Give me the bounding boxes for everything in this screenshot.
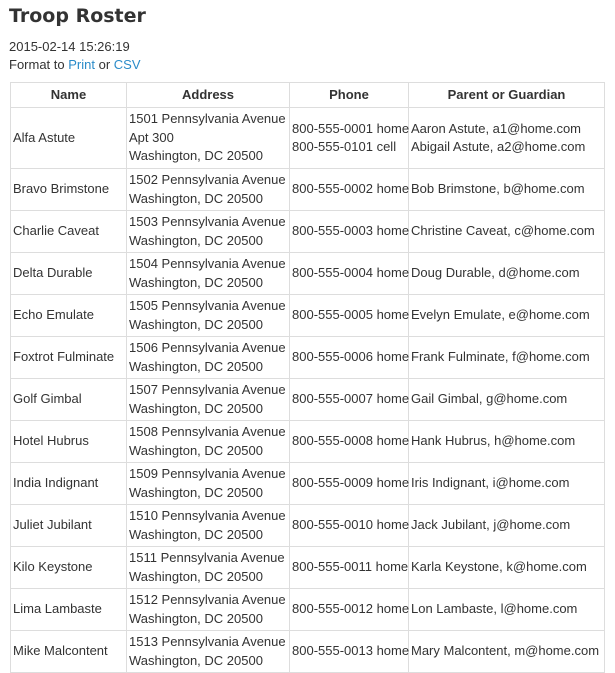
parent-cell bbox=[409, 253, 605, 295]
address-line: 1507 Pennsylvania Avenue bbox=[129, 382, 286, 397]
table-row bbox=[11, 108, 605, 169]
parent-cell bbox=[409, 547, 605, 589]
table-header-row bbox=[11, 83, 605, 108]
address-line: 1508 Pennsylvania Avenue bbox=[129, 424, 286, 439]
table-row bbox=[11, 631, 605, 673]
phone-number: 800-555-0101 cell bbox=[292, 139, 397, 154]
address-line: 1511 Pennsylvania Avenue bbox=[129, 550, 285, 565]
scout-name-cell: Kilo Keystone bbox=[11, 547, 127, 589]
address-line: Washington, DC 20500 bbox=[129, 526, 263, 542]
parent-contact: Hank Hubrus, h@home.com bbox=[411, 433, 576, 449]
phone-cell bbox=[290, 421, 409, 463]
phone-number: 800-555-0012 home bbox=[292, 601, 410, 617]
address-line: Washington, DC 20500 bbox=[129, 400, 263, 416]
phone-cell bbox=[290, 211, 409, 253]
address-line: Washington, DC 20500 bbox=[129, 484, 263, 500]
address-line: 1501 Pennsylvania Avenue bbox=[129, 111, 286, 127]
address-cell bbox=[127, 253, 290, 295]
phone-cell bbox=[290, 337, 409, 379]
roster-table bbox=[10, 82, 605, 673]
scout-name-cell: Hotel Hubrus bbox=[11, 421, 127, 463]
phone-number: 800-555-0004 home bbox=[292, 265, 410, 281]
parent-contact: Karla Keystone, k@home.com bbox=[411, 559, 587, 575]
scout-name-cell: Golf Gimbal bbox=[11, 379, 127, 421]
address-line: Washington, DC 20500 bbox=[129, 610, 263, 626]
phone-number: 800-555-0007 home bbox=[292, 391, 410, 407]
parent-contact: Aaron Astute, a1@home.com bbox=[411, 120, 582, 136]
scout-name-cell: Lima Lambaste bbox=[11, 589, 127, 631]
scout-name-cell: Bravo Brimstone bbox=[11, 169, 127, 211]
address-cell bbox=[127, 463, 290, 505]
address-line: Washington, DC 20500 bbox=[129, 568, 263, 584]
table-row bbox=[11, 211, 605, 253]
address-line: Apt 300 bbox=[129, 129, 174, 145]
parent-contact: Abigail Astute, a2@home.com bbox=[411, 139, 586, 154]
address-line: Washington, DC 20500 bbox=[129, 274, 263, 290]
address-line: Washington, DC 20500 bbox=[129, 190, 263, 206]
address-line: 1504 Pennsylvania Avenue bbox=[129, 256, 286, 271]
phone-number: 800-555-0008 home bbox=[292, 433, 410, 449]
address-line: 1510 Pennsylvania Avenue bbox=[129, 508, 286, 523]
address-cell bbox=[127, 211, 290, 253]
phone-cell bbox=[290, 108, 409, 169]
scout-name-cell: India Indignant bbox=[11, 463, 127, 505]
parent-contact: Gail Gimbal, g@home.com bbox=[411, 391, 568, 407]
address-cell bbox=[127, 505, 290, 547]
column-header-name: Name bbox=[11, 83, 127, 108]
table-row bbox=[11, 169, 605, 211]
phone-cell bbox=[290, 295, 409, 337]
parent-cell bbox=[409, 211, 605, 253]
phone-cell bbox=[290, 379, 409, 421]
address-cell bbox=[127, 337, 290, 379]
parent-contact: Evelyn Emulate, e@home.com bbox=[411, 307, 590, 323]
table-row bbox=[11, 295, 605, 337]
phone-cell bbox=[290, 631, 409, 673]
roster-table-body bbox=[11, 108, 605, 673]
parent-contact: Frank Fulminate, f@home.com bbox=[411, 349, 590, 365]
address-line: 1509 Pennsylvania Avenue bbox=[129, 466, 286, 481]
phone-cell bbox=[290, 169, 409, 211]
parent-cell bbox=[409, 463, 605, 505]
address-cell bbox=[127, 547, 290, 589]
address-cell bbox=[127, 379, 290, 421]
table-row bbox=[11, 337, 605, 379]
address-line: Washington, DC 20500 bbox=[129, 232, 263, 248]
phone-cell bbox=[290, 253, 409, 295]
table-row bbox=[11, 547, 605, 589]
scout-name-cell: Juliet Jubilant bbox=[11, 505, 127, 547]
phone-number: 800-555-0011 home bbox=[292, 559, 409, 575]
parent-contact: Mary Malcontent, m@home.com bbox=[411, 643, 600, 659]
address-line: Washington, DC 20500 bbox=[129, 148, 263, 164]
parent-cell bbox=[409, 108, 605, 169]
phone-number: 800-555-0001 home bbox=[292, 120, 410, 136]
phone-cell bbox=[290, 505, 409, 547]
report-timestamp: 2015-02-14 15:26:19 bbox=[9, 39, 130, 54]
table-row bbox=[11, 589, 605, 631]
phone-cell bbox=[290, 547, 409, 589]
table-row bbox=[11, 421, 605, 463]
parent-cell bbox=[409, 295, 605, 337]
address-cell bbox=[127, 169, 290, 211]
phone-number: 800-555-0005 home bbox=[292, 307, 410, 323]
address-cell bbox=[127, 108, 290, 169]
address-line: 1513 Pennsylvania Avenue bbox=[129, 634, 286, 649]
parent-cell bbox=[409, 505, 605, 547]
phone-cell bbox=[290, 589, 409, 631]
address-cell bbox=[127, 589, 290, 631]
parent-cell bbox=[409, 631, 605, 673]
address-line: 1505 Pennsylvania Avenue bbox=[129, 298, 286, 313]
column-header-parent: Parent or Guardian bbox=[409, 83, 605, 108]
address-line: Washington, DC 20500 bbox=[129, 442, 263, 458]
address-line: 1506 Pennsylvania Avenue bbox=[129, 340, 286, 355]
parent-cell bbox=[409, 421, 605, 463]
phone-number: 800-555-0006 home bbox=[292, 349, 410, 365]
table-row bbox=[11, 505, 605, 547]
scout-name-cell: Echo Emulate bbox=[11, 295, 127, 337]
scout-name-cell: Mike Malcontent bbox=[11, 631, 127, 673]
print-link[interactable]: Print bbox=[68, 57, 95, 72]
format-or-text: or bbox=[98, 57, 111, 72]
format-prefix-text: Format to bbox=[9, 57, 65, 72]
phone-number: 800-555-0013 home bbox=[292, 643, 410, 659]
parent-cell bbox=[409, 589, 605, 631]
parent-cell bbox=[409, 337, 605, 379]
phone-number: 800-555-0003 home bbox=[292, 223, 410, 239]
column-header-address: Address bbox=[127, 83, 290, 108]
parent-contact: Bob Brimstone, b@home.com bbox=[411, 181, 585, 197]
table-row bbox=[11, 253, 605, 295]
phone-number: 800-555-0009 home bbox=[292, 475, 410, 491]
address-line: Washington, DC 20500 bbox=[129, 652, 263, 668]
address-line: 1512 Pennsylvania Avenue bbox=[129, 592, 286, 607]
format-options bbox=[9, 56, 141, 73]
table-row bbox=[11, 463, 605, 505]
address-cell bbox=[127, 421, 290, 463]
parent-contact: Doug Durable, d@home.com bbox=[411, 265, 580, 281]
parent-contact: Lon Lambaste, l@home.com bbox=[411, 601, 578, 617]
phone-number: 800-555-0010 home bbox=[292, 517, 410, 533]
column-header-phone: Phone bbox=[290, 83, 409, 108]
phone-cell bbox=[290, 463, 409, 505]
address-line: Washington, DC 20500 bbox=[129, 316, 263, 332]
parent-contact: Christine Caveat, c@home.com bbox=[411, 223, 595, 239]
parent-contact: Jack Jubilant, j@home.com bbox=[411, 517, 571, 533]
scout-name-cell: Delta Durable bbox=[11, 253, 127, 295]
page-title: Troop Roster bbox=[9, 5, 146, 27]
csv-link[interactable]: CSV bbox=[113, 57, 141, 72]
parent-cell bbox=[409, 379, 605, 421]
address-line: Washington, DC 20500 bbox=[129, 358, 263, 374]
scout-name-cell: Charlie Caveat bbox=[11, 211, 127, 253]
address-cell bbox=[127, 295, 290, 337]
address-line: 1502 Pennsylvania Avenue bbox=[129, 172, 286, 187]
phone-number: 800-555-0002 home bbox=[292, 181, 410, 197]
parent-contact: Iris Indignant, i@home.com bbox=[411, 475, 570, 491]
address-line: 1503 Pennsylvania Avenue bbox=[129, 214, 286, 229]
table-row bbox=[11, 379, 605, 421]
scout-name-cell: Alfa Astute bbox=[11, 108, 127, 169]
scout-name-cell: Foxtrot Fulminate bbox=[11, 337, 127, 379]
parent-cell bbox=[409, 169, 605, 211]
address-cell bbox=[127, 631, 290, 673]
